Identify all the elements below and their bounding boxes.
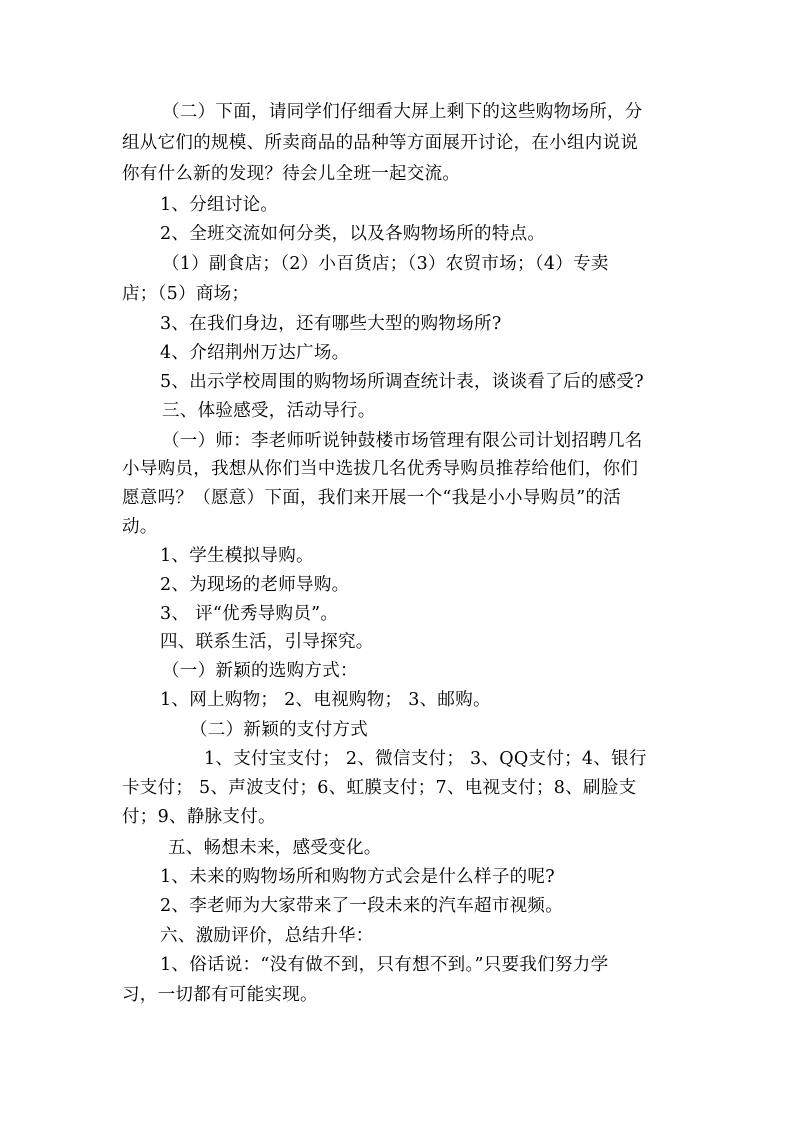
text-line: （一）新颖的选购方式：	[162, 661, 358, 681]
list-item: 1、学生模拟导购。	[160, 546, 314, 566]
list-item: 1、分组讨论。	[160, 195, 279, 215]
text-line: （二）下面，请同学们仔细看大屏上剩下的这些购物场所，分	[162, 102, 643, 122]
list-item: 3、 评“优秀导购员”。	[160, 604, 339, 624]
text-line: 店；（5）商场；	[122, 284, 250, 304]
text-line: 小导购员，我想从你们当中选拔几名优秀导购员推荐给他们，你们	[122, 459, 639, 479]
section-heading: 三、体验感受，活动导行。	[162, 401, 376, 421]
list-item: 3、在我们身边，还有哪些大型的购物场所?	[160, 314, 502, 334]
text-line: 卡支付； 5、声波支付；6、虹膜支付；7、电视支付；8、刷脸支	[122, 778, 637, 798]
text-line: （二）新颖的支付方式	[190, 720, 368, 740]
list-item: 4、介绍荆州万达广场。	[160, 343, 350, 363]
list-item: 2、全班交流如何分类，以及各购物场所的特点。	[160, 224, 546, 244]
list-item: 1、未来的购物场所和购物方式会是什么样子的呢?	[160, 867, 555, 887]
text-line: 动。	[122, 517, 158, 537]
list-item: 2、李老师为大家带来了一段未来的汽车超市视频。	[160, 896, 564, 916]
text-line: （1）副食店；（2）小百货店；（3）农贸市场；（4）专卖	[162, 254, 609, 274]
list-item: 1、支付宝支付； 2、微信支付； 3、QQ支付；4、银行	[204, 749, 647, 769]
section-heading: 四、联系生活，引导探究。	[160, 632, 374, 652]
text-line: 习，一切都有可能实现。	[122, 985, 318, 1005]
text-line: 组从它们的规模、所卖商品的品种等方面展开讨论，在小组内说说	[122, 133, 639, 153]
text-line: 付；9、静脉支付。	[122, 807, 276, 827]
list-item: 1、网上购物； 2、电视购物； 3、邮购。	[160, 690, 491, 710]
section-heading: 五、畅想未来，感受变化。	[168, 838, 382, 858]
list-item: 1、俗话说：“没有做不到，只有想不到。”只要我们努力学	[160, 955, 609, 975]
text-line: （一）师：李老师听说钟鼓楼市场管理有限公司计划招聘几名	[162, 431, 643, 451]
text-line: 愿意吗？（愿意）下面，我们来开展一个“我是小小导购员”的活	[122, 488, 622, 508]
text-line: 你有什么新的发现？待会儿全班一起交流。	[122, 164, 461, 184]
section-heading: 六、激励评价，总结升华：	[160, 926, 374, 946]
list-item: 5、出示学校周围的购物场所调查统计表，谈谈看了后的感受?	[160, 372, 644, 392]
list-item: 2、为现场的老师导购。	[160, 575, 350, 595]
